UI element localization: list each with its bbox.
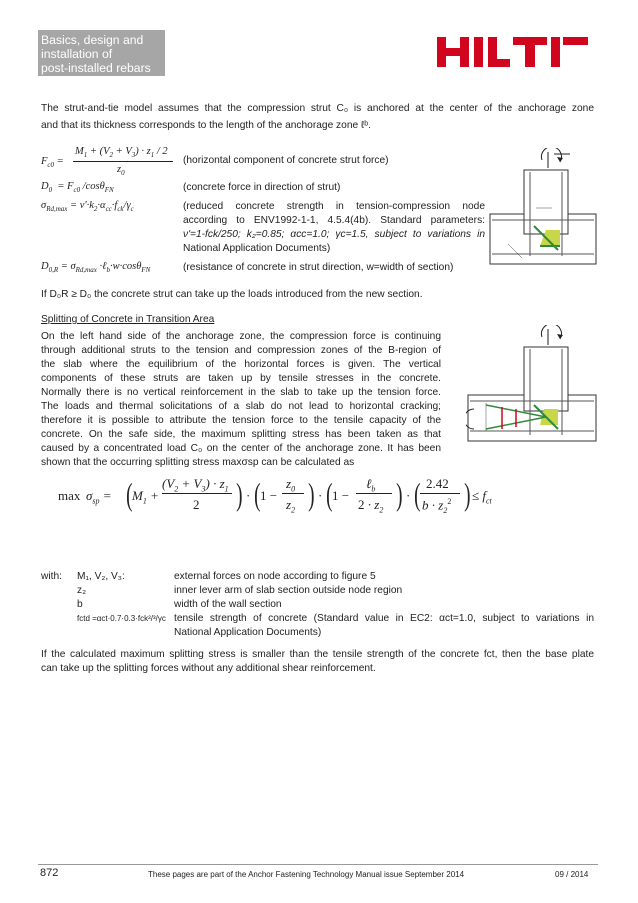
- intro-line-2: and that its thickness corresponds to the length of the anchorage zone ℓᵇ.: [41, 120, 371, 131]
- equation-fc0: $F_{c0}$ = $M_1 + (V_2 + V_3) \cdot z_1 / 2$ $z_0$: [41, 146, 176, 178]
- splitting-line-10: shown that the occurring splitting stress maxσsp can be calculated as: [41, 457, 355, 468]
- var-def-3: width of the wall section: [174, 599, 282, 610]
- footer-page-number: 872: [40, 867, 59, 879]
- header-title-line-1: Basics, design and: [41, 33, 144, 47]
- equation-d0r-description: (resistance of concrete in strut direction, w=width of section): [183, 262, 454, 273]
- footer-divider: [38, 864, 598, 865]
- condition-text: If D₀R ≥ D₀ the concrete strut can take up the loads introduced from the new section.: [41, 289, 423, 300]
- splitting-line-9: caused by a concentrated load C₀ on the center of the anchorage zone. It has been: [41, 443, 441, 454]
- splitting-line-5: Normally there is no vertical reinforcement in the slab to take up the tension force.: [41, 387, 441, 398]
- strut-tie-figure-2: [466, 325, 598, 455]
- section-heading: Splitting of Concrete in Transition Area: [41, 314, 215, 325]
- conclusion-line-2: can take up the splitting forces without any additional shear reinforcement.: [41, 663, 376, 674]
- equation-sigma-rd-desc-2: according to ENV1992-1-1, 4.5.4(4b). Standard parameters:: [183, 215, 485, 226]
- hilti-logo: [435, 35, 590, 69]
- var-symbol-2: z₂: [77, 585, 87, 596]
- var-def-4: tensile strength of concrete (Standard value in EC2: αct=1.0, subject to variations in: [174, 613, 594, 624]
- var-symbol-1: M₁, V₂, V₃:: [77, 571, 125, 582]
- splitting-stress-formula: max $\sigma_{sp}$ = ( $M_1$ + $(V_2 + V_3) \cdot z_1$ 2 ) · ( 1 − $z_0$ $z_2$ ) · ( 1 − ℓ$_b$ $2 \cdot z_2$ ) · ( 2.42 $b \cdot z_2^2$ ) ≤ $f_{ct}$: [58, 476, 492, 515]
- equation-sigma-rd-desc-1: (reduced concrete strength in tension-compression node: [183, 201, 485, 212]
- equation-sigma-rd-desc-4: National Application Documents): [183, 243, 331, 254]
- equation-sigma-rd: $\sigma_{Rd,max} = \nu'\cdot k_2\cdot\alpha_{cc}\cdot f_{ck}/\gamma_c$: [41, 200, 134, 214]
- equation-fc0-description: (horizontal component of concrete strut force): [183, 155, 389, 166]
- strut-tie-figure-1: [488, 148, 598, 273]
- splitting-line-3: the slab where the equilibrium of the horizontal forces is given. The vertical: [41, 359, 441, 370]
- var-symbol-4: fctd =αct·0.7·0.3·fck²/³/γc: [77, 614, 166, 623]
- equation-d0: $D_0 = F_{c0}$ /cosθ$_{FN}$: [41, 181, 114, 195]
- splitting-line-4: components of these struts are taken up by tensile stresses in the concrete.: [41, 373, 441, 384]
- var-symbol-3: b: [77, 599, 83, 610]
- splitting-line-1: On the left hand side of the anchorage zone, the compression force is continuing: [41, 331, 441, 342]
- var-def-4-cont: National Application Documents): [174, 627, 322, 638]
- splitting-line-7: therefore it is possible to attribute the tension force to the tensile capacity of the: [41, 415, 441, 426]
- header-title-line-3: post-installed rebars: [41, 61, 151, 75]
- header-title-line-2: installation of: [41, 47, 113, 61]
- conclusion-line-1: If the calculated maximum splitting stress is smaller than the tensile strength of the concrete fct, then the base plate: [41, 649, 594, 660]
- with-label: with:: [41, 571, 62, 582]
- var-def-1: external forces on node according to figure 5: [174, 571, 376, 582]
- equation-d0-description: (concrete force in direction of strut): [183, 182, 341, 193]
- splitting-line-8: concrete. On the safe side, the maximum splitting stress has been taken as that: [41, 429, 441, 440]
- equation-sigma-rd-desc-3: ν'=1-fck/250; k₂=0.85; αcc=1.0; γc=1.5, subject to variations in: [183, 229, 485, 240]
- splitting-line-6: The loads and thermal solicitations of a slab do not lead to horizontal cracking;: [41, 401, 441, 412]
- intro-line-1: The strut-and-tie model assumes that the compression strut C₀ is anchored at the center of the anchorage zone: [41, 103, 594, 114]
- footer-text: These pages are part of the Anchor Fastening Technology Manual issue September 2014: [148, 870, 465, 879]
- equation-d0r: $D_{0,R} = \sigma_{Rd,max}$ ·ℓ$_b$·w·cosθ$_{FN}$: [41, 261, 151, 275]
- footer-date: 09 / 2014: [555, 870, 589, 879]
- var-def-2: inner lever arm of slab section outside node region: [174, 585, 403, 596]
- splitting-line-2: through additional struts to the tension and compression zones of the B-region of: [41, 345, 441, 356]
